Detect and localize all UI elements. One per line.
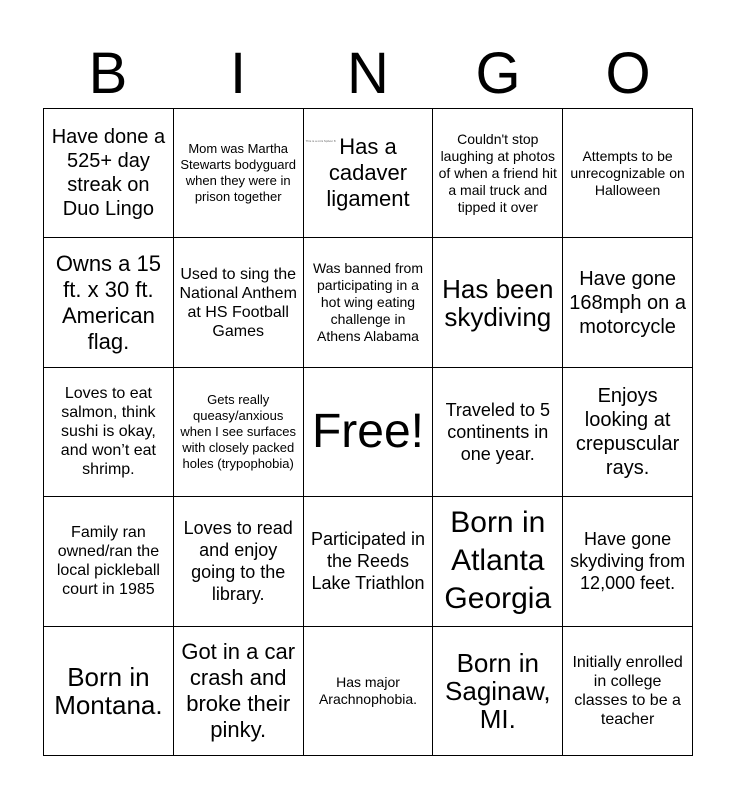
cell-text: Couldn't stop laughing at photos of when a friend hit a mail truck and tipped it over [438,130,557,215]
bingo-cell-r1-c0[interactable] [44,238,174,367]
cell-text: Used to sing the National Anthem at HS Football Games [179,265,297,340]
bingo-cell-r4-c2[interactable] [304,627,434,756]
cell-text: Loves to read and enjoy going to the library. [183,518,293,605]
bingo-grid [43,108,693,756]
free-space-text: Free! [311,404,424,458]
cell-text: Has been skydiving [442,273,554,332]
bingo-cell-r1-c3[interactable] [433,238,563,367]
cell-text: Born in Atlanta Georgia [444,506,552,616]
bingo-cell-r3-c0[interactable] [44,497,174,626]
cell-text: Have gone 168mph on a motorcycle [569,267,686,338]
bingo-cell-r3-c2[interactable] [304,497,434,626]
bingo-cell-r2-c4[interactable] [563,368,693,497]
header-letter-b: B [88,41,128,106]
bingo-cell-free[interactable] [304,368,434,497]
header-letter-i: I [229,41,247,106]
cell-text: Has major Arachnophobia. [318,673,418,707]
bingo-cell-r3-c4[interactable] [563,497,693,626]
bingo-cell-r3-c3[interactable] [433,497,563,626]
bingo-cell-r2-c3[interactable] [433,368,563,497]
bingo-cell-r0-c1[interactable] [174,109,304,238]
bingo-cell-r4-c0[interactable] [44,627,174,756]
cell-text: Traveled to 5 continents in one year. [445,399,550,464]
cell-text: Participated in the Reeds Lake Triathlon [310,529,426,594]
bingo-cell-r4-c1[interactable] [174,627,304,756]
cell-text: Family ran owned/ran the local pickleball court in 1985 [56,524,160,599]
header-letter-n: N [347,41,389,106]
cell-text: Have gone skydiving from 12,000 feet. [570,529,686,594]
cell-text: Born in Saginaw, MI. [445,647,551,734]
bingo-cell-r1-c4[interactable] [563,238,693,367]
bingo-cell-r4-c4[interactable] [563,627,693,756]
bingo-cell-r0-c4[interactable] [563,109,693,238]
cell-text: Have done a 525+ day streak on Duo Lingo [51,126,166,221]
header-letter-g: G [475,41,521,106]
bingo-cell-r0-c2[interactable] [304,109,434,238]
bingo-cell-r0-c0[interactable] [44,109,174,238]
bingo-cell-r2-c0[interactable] [44,368,174,497]
cell-text: Born in Montana. [54,661,163,720]
cell-text: Has a cadaver ligament [326,134,410,212]
bingo-cell-r1-c2[interactable] [304,238,434,367]
bingo-cell-r1-c1[interactable] [174,238,304,367]
cell-text: Attempts to be unrecognizable on Halloween [570,147,685,198]
cell-text: Initially enrolled in college classes to be a teacher [572,653,683,728]
header-letter-o: O [605,41,651,106]
cell-text: Was banned from participating in a hot wing eating challenge in Athens Alabama [313,260,423,345]
cell-text: Loves to eat salmon, think sushi is okay, and won’t eat shrimp. [60,385,156,479]
cell-text: Owns a 15 ft. x 30 ft. American flag. [55,250,161,354]
cell-text: Gets really queasy/anxious when I see surfaces with closely packed holes (trypophobia) [180,391,296,471]
tiny-note: This is a mini Spilver 8 [305,139,336,143]
bingo-cell-r2-c1[interactable] [174,368,304,497]
cell-text: Got in a car crash and broke their pinky. [181,638,296,742]
cell-text: Mom was Martha Stewarts bodyguard when they were in prison together [180,141,296,205]
bingo-header [43,40,693,108]
bingo-cell-r4-c3[interactable] [433,627,563,756]
bingo-cell-r3-c1[interactable] [174,497,304,626]
bingo-cell-r0-c3[interactable] [433,109,563,238]
cell-text: Enjoys looking at crepuscular rays. [575,384,680,479]
